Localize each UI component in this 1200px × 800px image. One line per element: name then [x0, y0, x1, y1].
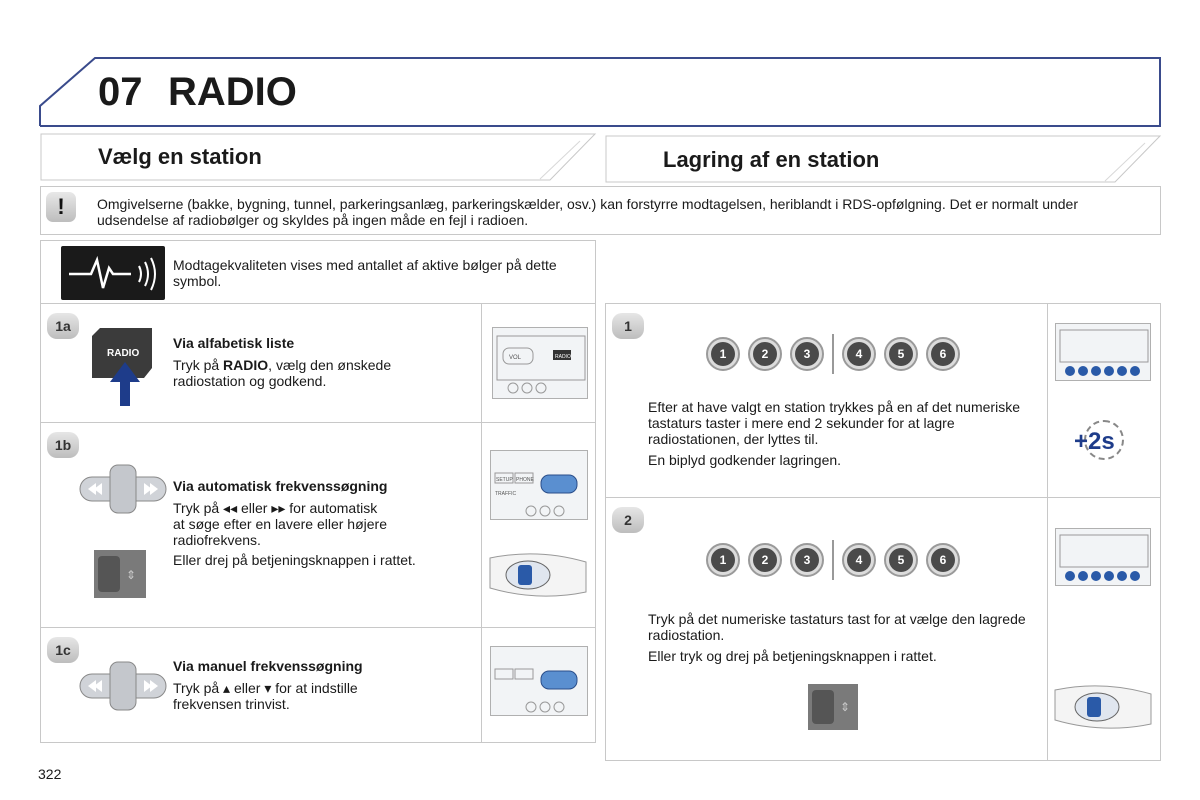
preset-key-5: 5 — [884, 543, 918, 577]
steering-knob-icon-2: ⇕ — [808, 684, 858, 730]
step-1c-divider — [481, 628, 482, 742]
step-badge-1b: 1b — [47, 432, 79, 458]
step-2-paragraph: Tryk på det numeriske tastaturs tast for at vælge den lagrede radiostation. — [648, 611, 1026, 643]
reception-symbol-icon — [61, 246, 165, 300]
step-1c-line1-post: for at indstille — [271, 680, 358, 696]
step-1a-text-bold: RADIO — [223, 357, 269, 373]
preset-key-2: 2 — [748, 543, 782, 577]
step-1b-title: Via automatisk frekvenssøgning — [173, 478, 388, 494]
radio-panel-image-1c — [490, 646, 588, 716]
warning-text: Omgivelserne (bakke, bygning, tunnel, parkeringsanlæg, parkeringskælder, osv.) kan forstyrre modtagelsen, heriblandt i RDS-opfølgning. Det er normalt under udsendelse af radiobølger og skyldes på ingen måde en fejl i radioen. — [97, 196, 1078, 228]
step-badge-1c: 1c — [47, 637, 79, 663]
steering-wheel-control-image — [488, 548, 588, 600]
preset-key-3: 3 — [790, 543, 824, 577]
step-1c-line1-mid: eller — [230, 680, 265, 696]
preset-key-6: 6 — [926, 543, 960, 577]
panel-traffic-label: TRAFFIC — [495, 491, 517, 497]
left-section-title: Vælg en station — [98, 144, 262, 169]
panel-setup-label: SETUP — [496, 477, 513, 483]
preset-key-5: 5 — [884, 337, 918, 371]
step-1b-line1 — [173, 500, 473, 516]
preset-key-6: 6 — [926, 337, 960, 371]
chapter-number: 07 — [98, 70, 143, 114]
step-1a-text — [173, 357, 463, 389]
preset-key-4: 4 — [842, 543, 876, 577]
step-1b-line1-mid: eller — [237, 500, 272, 516]
preset-key-2: 2 — [748, 337, 782, 371]
seek-forward-icon: ▸▸ — [271, 500, 286, 516]
step-badge-2: 2 — [612, 507, 644, 533]
step-1b-line3: radiofrekvens. — [173, 532, 261, 548]
preset-panel-image-2 — [1055, 528, 1151, 586]
step-1-paragraph-2: En biplyd godkender lagringen. — [648, 452, 842, 468]
step-1a-text-pre: Tryk på — [173, 357, 224, 373]
seek-back-icon: ◂◂ — [223, 500, 238, 516]
step-1b-line1-pre: Tryk på — [173, 500, 224, 516]
manual-seek-buttons-icon — [78, 660, 168, 712]
step-badge-1: 1 — [612, 313, 644, 339]
panel-phone-label: PHONE — [516, 477, 534, 483]
step-1a-title: Via alfabetisk liste — [173, 335, 295, 351]
preset-key-1: 1 — [706, 337, 740, 371]
arrow-up-small-icon: ▴ — [223, 680, 231, 696]
step-1c-title: Via manuel frekvenssøgning — [173, 658, 363, 674]
step-1b-text — [173, 500, 473, 568]
step-1c-text — [173, 680, 473, 712]
chapter-title: RADIO — [168, 70, 297, 114]
steering-knob-icon: ⇕ — [94, 550, 146, 598]
step-1c-line2: frekvensen trinvist. — [173, 696, 290, 712]
radio-panel-image-1b — [490, 450, 588, 520]
page-number: 322 — [38, 766, 62, 782]
preset-keys-row-1 — [706, 334, 960, 374]
step-1c-line1-pre: Tryk på — [173, 680, 224, 696]
arrow-down-small-icon: ▾ — [264, 680, 272, 696]
step-2-divider — [1047, 498, 1048, 760]
step-1a-divider — [481, 304, 482, 422]
seek-buttons-icon — [78, 463, 168, 515]
step-1b-line2: at søge efter en lavere eller højere — [173, 516, 387, 532]
steering-wheel-control-image-2 — [1053, 680, 1153, 732]
step-1-divider — [1047, 304, 1048, 497]
keys-separator — [832, 540, 834, 580]
step-1b-line1-post: for automatisk — [285, 500, 378, 516]
radio-panel-image — [492, 327, 588, 399]
step-1b-divider — [481, 423, 482, 627]
radio-button-label: RADIO — [107, 348, 140, 359]
vol-label: VOL — [509, 355, 522, 361]
keys-separator — [832, 334, 834, 374]
warning-icon: ! — [46, 192, 76, 222]
preset-key-1: 1 — [706, 543, 740, 577]
panel-radio-label: RADIO — [555, 354, 571, 360]
step-2-paragraph-2: Eller tryk og drej på betjeningsknappen i rattet. — [648, 648, 937, 664]
step-1b-line4: Eller drej på betjeningsknappen i rattet. — [173, 552, 416, 568]
hold-2-seconds-icon — [1074, 420, 1130, 462]
step-1c-line1 — [173, 680, 473, 696]
step-badge-1a: 1a — [47, 313, 79, 339]
preset-keys-row-2 — [706, 540, 960, 580]
reception-text: Modtagekvaliteten vises med antallet af aktive bølger på dette symbol. — [173, 257, 557, 289]
arrow-up-icon — [110, 362, 140, 406]
step-1-paragraph: Efter at have valgt en station trykkes på en af det numeriske tastaturs taster i mere end 2 sekunder for at lagre radiostationen, der lyttes til. — [648, 399, 1020, 447]
preset-key-3: 3 — [790, 337, 824, 371]
step-1a-text-post: , vælg den ønskede radiostation og godkend. — [173, 357, 392, 389]
hold-label: +2s — [1074, 428, 1115, 455]
preset-panel-image — [1055, 323, 1151, 381]
preset-key-4: 4 — [842, 337, 876, 371]
right-section-title: Lagring af en station — [663, 147, 880, 172]
